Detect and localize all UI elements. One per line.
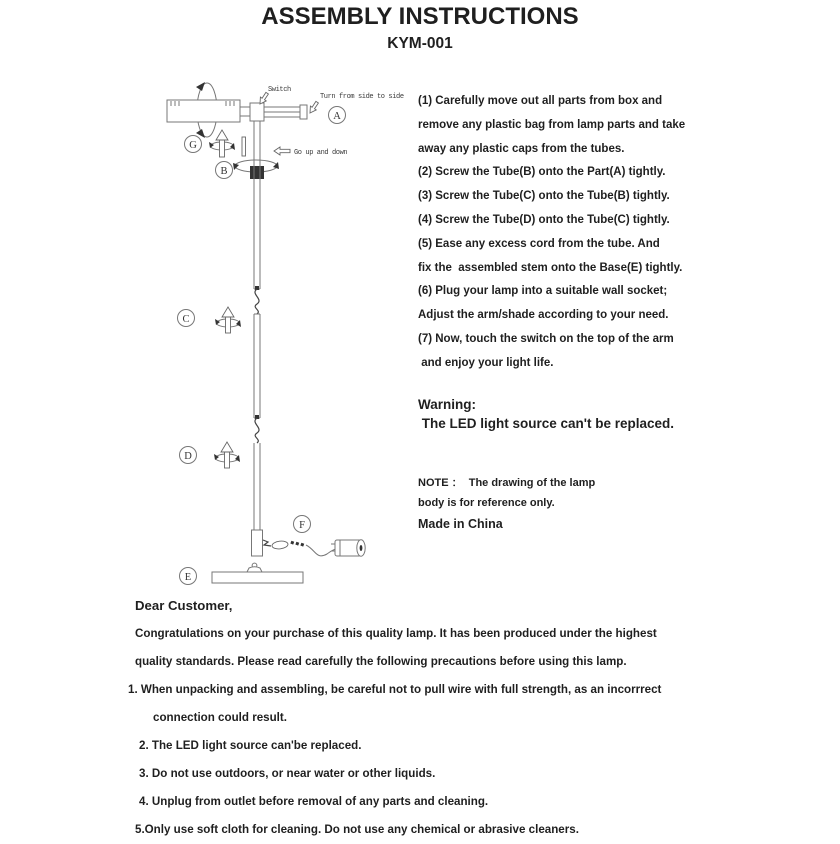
step-line: Adjust the arm/shade according to your need.: [418, 309, 669, 322]
warning-text: The LED light source can't be replaced.: [418, 416, 675, 431]
step-line: remove any plastic bag from lamp parts and take: [418, 118, 686, 131]
step-line: (5) Ease any excess cord from the tube. And: [418, 237, 660, 250]
part-b-badge: [216, 162, 233, 179]
svg-text:A: A: [333, 111, 341, 122]
switch-label: Switch: [268, 86, 291, 94]
customer-section: [128, 592, 741, 844]
part-f-badge: [294, 516, 311, 533]
base: [212, 563, 303, 583]
made-in-label: Made in China: [418, 517, 503, 531]
precaution-item: 1. When unpacking and assembling, be careful not to pull wire with full strength, as an incorrrect: [128, 683, 662, 696]
pole: [252, 121, 263, 556]
power-cord: [263, 540, 336, 556]
step-line: and enjoy your light life.: [418, 356, 554, 369]
part-a-badge: [329, 107, 346, 124]
screw-arrow-bottom: [214, 442, 240, 468]
note-line: body is for reference only.: [418, 496, 555, 509]
plug: [331, 540, 365, 556]
step-line: (6) Plug your lamp into a suitable wall socket;: [418, 285, 668, 298]
pole-break-2: [255, 418, 259, 443]
salutation: Dear Customer,: [135, 598, 233, 613]
svg-text:F: F: [299, 520, 305, 531]
page-title: ASSEMBLY INSTRUCTIONS: [261, 3, 579, 30]
warning-heading: Warning:: [418, 397, 476, 412]
precaution-item: 3. Do not use outdoors, or near water or other liquids.: [139, 767, 436, 780]
height-collar: [233, 160, 279, 179]
top-joint: [250, 103, 264, 121]
lamp-head: [167, 100, 240, 122]
up-down-label: Go up and down: [294, 149, 348, 157]
step-line: (2) Screw the Tube(B) onto the Part(A) tightly.: [418, 166, 666, 179]
intro-line: Congratulations on your purchase of this quality lamp. It has been produced under the highest: [135, 627, 657, 640]
svg-text:C: C: [182, 314, 190, 325]
turn-pointer-arrow: [310, 101, 318, 113]
step-line: (1) Carefully move out all parts from box and: [418, 95, 663, 107]
part-d-badge: [180, 447, 197, 464]
step-line: (3) Screw the Tube(C) onto the Tube(B) tightly.: [418, 190, 670, 203]
step-line: (7) Now, touch the switch on the top of the arm: [418, 332, 674, 345]
model-number: KYM-001: [387, 35, 453, 52]
note-line: NOTE ： The drawing of the lamp: [418, 477, 596, 489]
head-connector: [240, 107, 250, 116]
svg-text:D: D: [184, 451, 192, 462]
up-down-arrow-icon: [274, 147, 290, 155]
part-g-badge: [185, 136, 202, 153]
step-line: (4) Screw the Tube(D) onto the Tube(C) tightly.: [418, 213, 670, 226]
step-line: fix the assembled stem onto the Base(E) tightly.: [418, 261, 683, 274]
warning-section: [418, 393, 674, 431]
precaution-item: 5.Only use soft cloth for cleaning. Do not use any chemical or abrasive cleaners.: [135, 823, 579, 836]
note-section: [418, 474, 595, 513]
svg-text:B: B: [220, 166, 228, 177]
assembly-steps: [418, 90, 726, 376]
precaution-item: 4. Unplug from outlet before removal of any parts and cleaning.: [139, 795, 489, 808]
screw-arrow-mid: [215, 307, 241, 333]
intro-line: quality standards. Please read carefully the following precautions before using this lamp.: [135, 655, 627, 668]
arm: [264, 105, 307, 119]
svg-text:E: E: [184, 572, 192, 583]
precaution-item-continued: connection could result.: [153, 711, 287, 724]
lamp-diagram: [150, 80, 420, 595]
part-c-badge: [178, 310, 195, 327]
step-line: away any plastic caps from the tubes.: [418, 142, 625, 155]
turn-side-label: Turn from side to side: [320, 93, 404, 101]
inline-switch: [272, 540, 289, 549]
screw-arrow-top: [209, 130, 235, 157]
pin-bar: [242, 137, 246, 156]
pole-break-1: [255, 289, 259, 314]
switch-pointer-arrow: [260, 92, 268, 104]
precaution-item: 2. The LED light source can'be replaced.: [139, 739, 362, 752]
part-e-badge: [180, 568, 197, 585]
svg-text:G: G: [189, 140, 197, 151]
pole-bottom-socket: [252, 530, 263, 556]
